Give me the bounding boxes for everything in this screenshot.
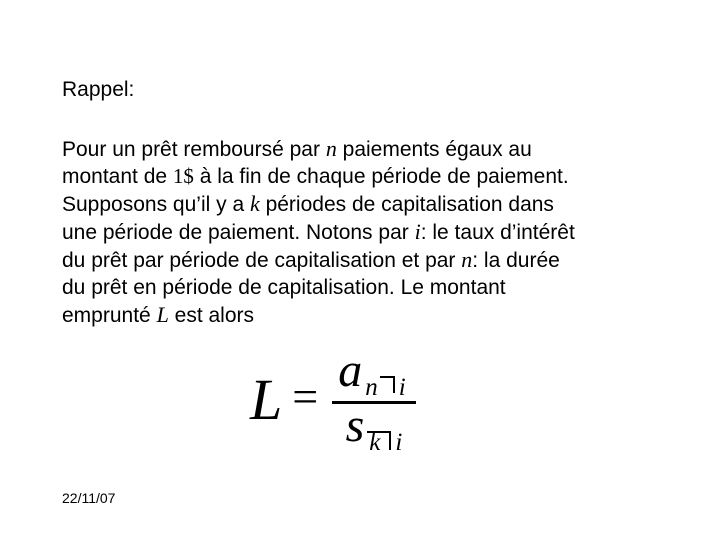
paragraph-line [62,301,575,329]
paragraph-line [62,190,575,218]
math-variable-n: n [325,136,337,161]
text-segment: paiements égaux au [336,138,532,161]
math-variable-L: L [156,302,169,327]
math-variable-k: k [249,191,260,216]
text-segment: une période de paiement. Notons par [62,221,415,244]
text-segment: Pour un prêt remboursé par [62,138,326,161]
math-amount-1-dollar: 1$ [172,164,194,188]
text-segment: montant de [62,165,173,188]
interest-rate-symbol-i: i [395,429,403,456]
slide-title: Rappel: [62,78,135,101]
math-variable-i: i [414,219,421,244]
annuity-present-value-symbol-a: a [338,344,363,397]
date-stamp: 22/11/07 [62,490,116,506]
paragraph-line [62,218,575,246]
fraction-denominator [340,399,409,456]
text-segment: à la fin de chaque période de paiement. [193,165,569,188]
text-segment: Supposons qu’il y a [62,193,250,216]
text-segment: du prêt par période de capitalisation et par [62,249,462,272]
duration-symbol-n: n [365,374,378,401]
text-segment: du prêt en période de capitalisation. Le montant [62,276,506,299]
math-variable-n: n [461,247,473,272]
interest-rate-symbol-i: i [398,374,406,401]
denominator-subscript [367,429,402,457]
body-paragraph [62,135,575,329]
paragraph-line [62,135,575,163]
annuity-accumulated-value-symbol-s: s [345,399,365,452]
text-segment: emprunté [62,304,157,327]
text-segment: périodes de capitalisation dans [259,193,554,216]
paragraph-line [62,274,575,301]
equals-sign: = [292,370,319,422]
numerator-subscript [365,374,405,402]
paragraph-line [62,163,575,190]
actuarial-angle-icon [380,376,395,393]
formula-lhs-L: L [250,366,283,432]
fraction [332,344,415,456]
text-segment: : la durée [472,249,560,272]
loan-amount-formula [250,344,416,456]
text-segment: est alors [168,304,255,327]
actuarial-angle-icon [367,429,391,456]
text-segment: : le taux d’intérêt [420,221,575,244]
fraction-numerator [332,344,415,404]
paragraph-line [62,246,575,274]
duration-symbol-k: k [369,429,381,456]
